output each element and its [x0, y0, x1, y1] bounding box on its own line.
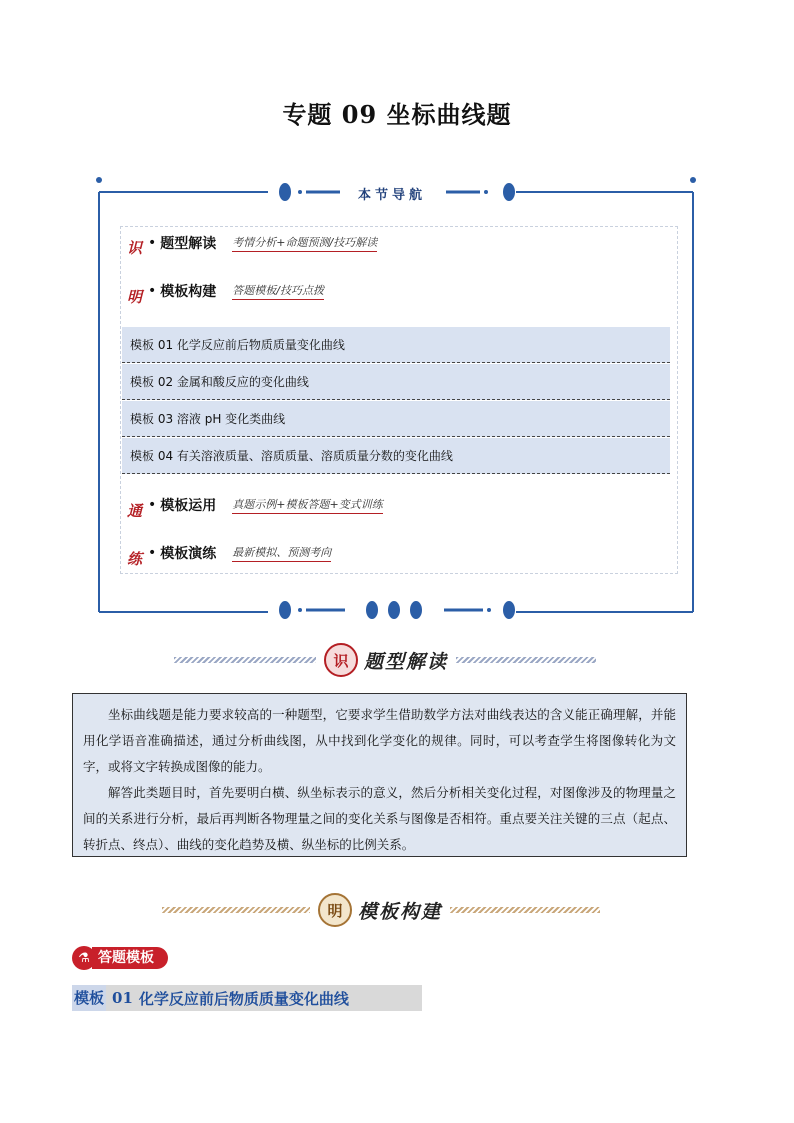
nav-row-head: 题型解读 — [160, 236, 217, 252]
nav-title: 本节导航 — [340, 184, 444, 203]
template-heading-number: 01 — [112, 989, 133, 1007]
template-heading — [72, 985, 422, 1011]
flask-icon: ⚗ — [72, 946, 96, 970]
nav-row-sub: 真题示例+模板答题+变式训练 — [232, 496, 382, 514]
template-item[interactable]: 模板 01 化学反应前后物质质量变化曲线 — [122, 327, 670, 363]
page-title: 专题 09 坐标曲线题 — [282, 100, 512, 129]
template-item[interactable]: 模板 03 溶液 pH 变化类曲线 — [122, 401, 670, 437]
nav-row-construction[interactable] — [148, 279, 324, 303]
nav-row-sub: 最新模拟、预测考向 — [232, 544, 331, 562]
nav-row-sub: 答题模板/技巧点拨 — [232, 282, 324, 300]
section-banner-interpretation — [174, 643, 596, 677]
banner-line — [450, 907, 600, 913]
template-heading-prefix: 模板 — [72, 985, 106, 1011]
bullet-icon: • — [148, 497, 157, 513]
template-item[interactable]: 模板 02 金属和酸反应的变化曲线 — [122, 364, 670, 400]
answer-template-tag — [72, 945, 168, 971]
intro-box — [72, 693, 687, 857]
nav-row-sub: 考情分析+命题预测/技巧解读 — [232, 234, 377, 252]
banner-line — [456, 657, 596, 663]
side-char-tong: 通 — [127, 502, 143, 520]
bullet-icon: • — [148, 283, 157, 299]
side-char-lian: 练 — [127, 550, 143, 568]
nav-row-practice[interactable] — [148, 541, 331, 565]
nav-row-interpretation[interactable] — [148, 231, 377, 255]
bullet-icon: • — [148, 235, 157, 251]
banner-line — [162, 907, 310, 913]
nav-row-head: 模板构建 — [160, 284, 217, 300]
template-item[interactable]: 模板 04 有关溶液质量、溶质质量、溶质质量分数的变化曲线 — [122, 438, 670, 474]
section-title: 题型解读 — [364, 650, 449, 673]
nav-row-head: 模板运用 — [160, 498, 217, 514]
banner-line — [174, 657, 316, 663]
section-badge: 明 — [318, 893, 352, 927]
bullet-icon: • — [148, 545, 157, 561]
section-title: 模板构建 — [358, 900, 443, 923]
intro-paragraph: 解答此类题目时，首先要明白横、纵坐标表示的意义，然后分析相关变化过程，对图像涉及的物理量之间的关系进行分析，最后再判断各物理量之间的变化关系与图像是否相符。重点要关注关键的三点（起点、转折点、终点）、曲线的变化趋势及横、纵坐标的比例关系。 — [83, 785, 676, 852]
section-badge: 识 — [324, 643, 358, 677]
nav-row-head: 模板演练 — [160, 546, 217, 562]
intro-paragraph: 坐标曲线题是能力要求较高的一种题型，它要求学生借助数学方法对曲线表达的含义能正确理解，并能用化学语音准确描述，通过分析曲线图，从中找到化学变化的规律。同时，可以考查学生将图像转化为文字，或将文字转换成图像的能力。 — [83, 707, 676, 774]
side-char-shi: 识 — [127, 239, 143, 257]
section-banner-construction — [162, 893, 600, 927]
side-char-ming: 明 — [127, 288, 143, 306]
nav-row-application[interactable] — [148, 493, 383, 517]
template-heading-text: 化学反应前后物质质量变化曲线 — [138, 989, 349, 1008]
answer-template-label: 答题模板 — [92, 947, 168, 969]
template-list — [122, 327, 670, 475]
